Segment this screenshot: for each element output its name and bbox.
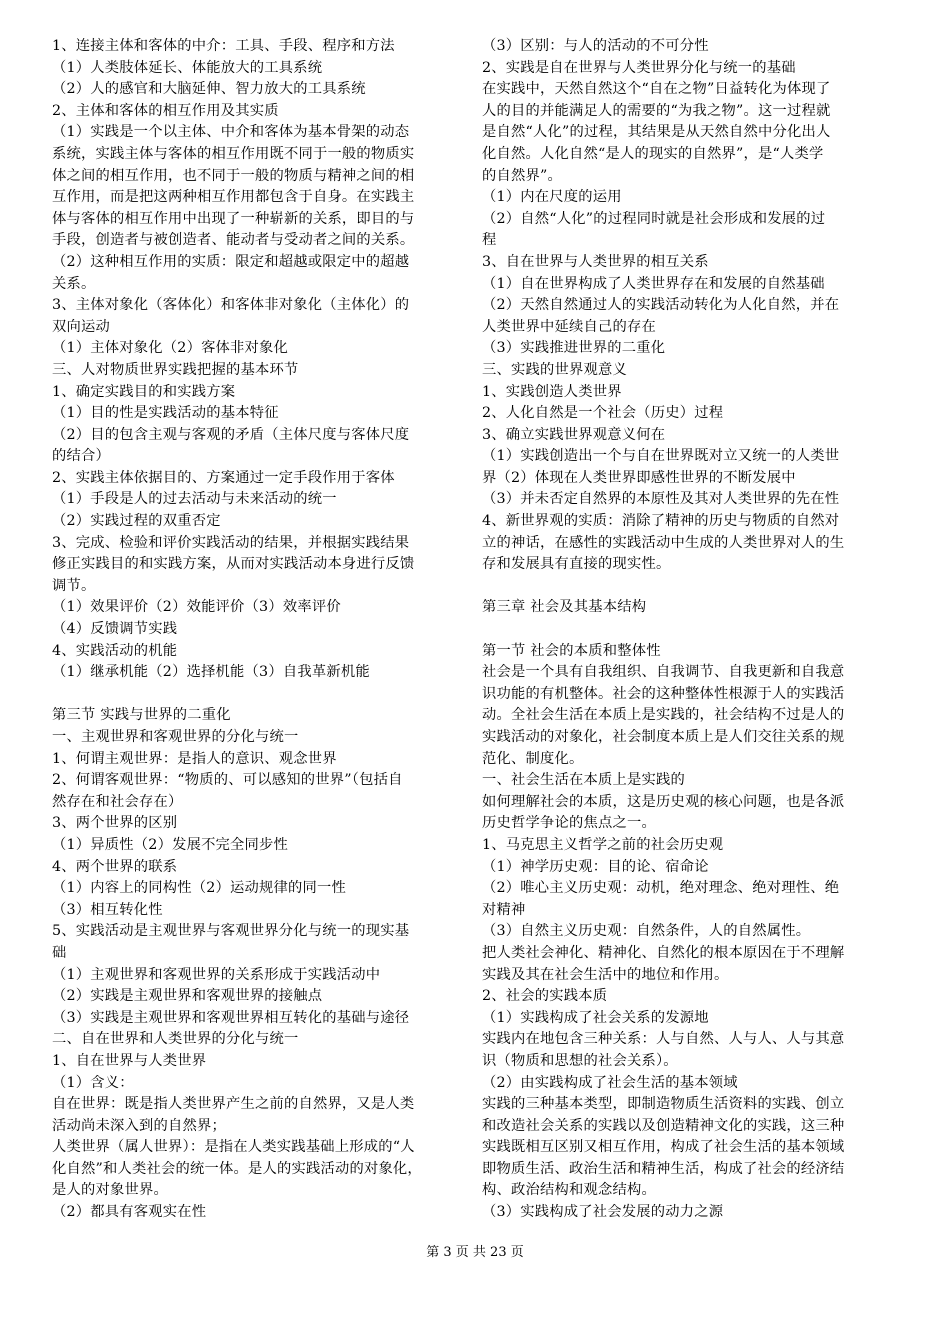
- text-line: 活动尚未深入到的自然界；: [52, 1117, 226, 1134]
- text-line: 体之间的相互作用，也不同于一般的物质与精神之间的相: [52, 167, 415, 184]
- text-line: 3、确立实践世界观意义何在: [482, 426, 666, 443]
- text-line: 识（物质和思想的社会关系）。: [482, 1052, 678, 1069]
- text-line: 2、人化自然是一个社会（历史）过程: [482, 405, 724, 422]
- text-line: 第三节 实践与世界的二重化: [52, 707, 231, 724]
- text-line: 立的神话，在感性的实践活动中生成的人类世界对人的生: [482, 534, 845, 551]
- text-line: （1）实践是一个以主体、中介和客体为基本骨架的动态: [52, 124, 410, 141]
- text-line: （1）继承机能（2）选择机能（3）自我革新机能: [52, 664, 370, 681]
- text-line: （2）人的感官和大脑延伸、智力放大的工具系统: [52, 81, 366, 98]
- text-line: 1、连接主体和客体的中介：工具、手段、程序和方法: [52, 38, 395, 54]
- text-line: 把人类社会神化、精神化、自然化的根本原因在于不理解: [482, 944, 845, 961]
- text-line: （1）内在尺度的运用: [482, 189, 622, 206]
- text-line: 社会是一个具有自我组织、自我调节、自我更新和自我意: [482, 664, 845, 681]
- text-line: 即物质生活、政治生活和精神生活，构成了社会的经济结: [482, 1160, 845, 1177]
- text-line: （1）主观世界和客观世界的关系形成于实践活动中: [52, 966, 381, 983]
- text-line: 1、马克思主义哲学之前的社会历史观: [482, 836, 724, 853]
- text-line: （2）由实践构成了社会生活的基本领域: [482, 1074, 738, 1091]
- text-line: 实践活动的对象化，社会制度本质上是人们交往关系的规: [482, 729, 845, 745]
- text-line: （1）含义：: [52, 1074, 134, 1091]
- text-line: （2）都具有客观实在性: [52, 1204, 207, 1221]
- text-line: （1）主体对象化（2）客体非对象化: [52, 340, 289, 357]
- text-line: 和改造社会关系的实践以及创造精神文化的实践，这三种: [482, 1117, 845, 1134]
- text-line: 三、实践的世界观意义: [482, 361, 627, 378]
- text-line: 然存在和社会存在）: [52, 793, 183, 810]
- blank-line: [482, 576, 898, 598]
- text-line: 历史哲学争论的焦点之一。: [482, 815, 656, 832]
- text-line: 一、主观世界和客观世界的分化与统一: [52, 729, 299, 745]
- text-line: （2）天然自然通过人的实践活动转化为人化自然，并在: [482, 297, 840, 314]
- text-line: 体与客体的相互作用中出现了一种崭新的关系，即目的与: [52, 210, 415, 227]
- text-line: 程: [482, 232, 497, 249]
- text-line: 互作用，而是把这两种相互作用都包含于自身。在实践主: [52, 189, 415, 206]
- text-line: 1、何谓主观世界：是指人的意识、观念世界: [52, 750, 337, 767]
- left-text-column: [52, 36, 470, 1224]
- text-line: （1）神学历史观：目的论、宿命论: [482, 858, 709, 875]
- text-line: 化自然”和人类社会的统一体。是人的实践活动的对象化，: [52, 1160, 422, 1177]
- text-line: 1、自在世界与人类世界: [52, 1052, 207, 1069]
- text-line: 础: [52, 944, 67, 961]
- text-line: 的自然界”。: [482, 167, 562, 184]
- text-line: 在实践中，天然自然这个“自在之物”日益转化为体现了: [482, 81, 831, 98]
- text-line: 化自然。人化自然“是人的现实的自然界”，是“人类学: [482, 145, 824, 162]
- text-line: （2）实践是主观世界和客观世界的接触点: [52, 988, 323, 1005]
- text-line: 实践的三种基本类型，即制造物质生活资料的实践、创立: [482, 1096, 845, 1113]
- text-line: 2、实践主体依据目的、方案通过一定手段作用于客体: [52, 469, 395, 486]
- text-line: 人类世界中延续自己的存在: [482, 318, 656, 335]
- text-line: 人类世界（属人世界）：是指在人类实践基础上形成的“人: [52, 1139, 415, 1156]
- text-line: （3）实践是主观世界和客观世界相互转化的基础与途径: [52, 1009, 410, 1026]
- text-line: 3、自在世界与人类世界的相互关系: [482, 253, 709, 270]
- text-line: 4、两个世界的联系: [52, 858, 178, 875]
- blank-line: [482, 619, 898, 641]
- text-line: 1、确定实践目的和实践方案: [52, 383, 236, 400]
- text-line: 第三章 社会及其基本结构: [482, 599, 647, 616]
- text-line: 4、新世界观的实质：消除了精神的历史与物质的自然对: [482, 513, 840, 530]
- right-text-column: [482, 36, 898, 1224]
- text-line: 1、实践创造人类世界: [482, 383, 622, 400]
- text-line: （1）异质性（2）发展不完全同步性: [52, 836, 289, 853]
- text-line: （1）自在世界构成了人类世界存在和发展的自然基础: [482, 275, 825, 292]
- text-line: 5、实践活动是主观世界与客观世界分化与统一的现实基: [52, 923, 410, 940]
- text-line: 实践既相互区别又相互作用，构成了社会生活的基本领域: [482, 1139, 845, 1156]
- text-line: 二、自在世界和人类世界的分化与统一: [52, 1031, 299, 1048]
- text-line: （3）实践构成了社会发展的动力之源: [482, 1204, 724, 1221]
- text-line: 3、两个世界的区别: [52, 815, 178, 832]
- text-line: （1）人类肢体延长、体能放大的工具系统: [52, 59, 323, 76]
- text-line: （3）区别：与人的活动的不可分性: [482, 38, 709, 54]
- text-line: 系统，实践主体与客体的相互作用既不同于一般的物质实: [52, 145, 415, 162]
- text-line: 界（2）体现在人类世界即感性世界的不断发展中: [482, 469, 796, 486]
- text-line: （1）内容上的同构性（2）运动规律的同一性: [52, 880, 347, 897]
- text-line: 调节。: [52, 577, 96, 594]
- text-line: （1）目的性是实践活动的基本特征: [52, 405, 279, 422]
- text-line: 动。全社会生活在本质上是实践的，社会结构不过是人的: [482, 707, 845, 724]
- text-line: 是人的对象世界。: [52, 1182, 168, 1199]
- text-line: 2、实践是自在世界与人类世界分化与统一的基础: [482, 59, 796, 76]
- text-line: （1）实践创造出一个与自在世界既对立又统一的人类世: [482, 448, 840, 465]
- text-line: （2）自然“人化”的过程同时就是社会形成和发展的过: [482, 210, 826, 227]
- text-line: 双向运动: [52, 318, 110, 335]
- text-line: 存和发展具有直接的现实性。: [482, 556, 671, 573]
- text-line: （3）并未否定自然界的本原性及其对人类世界的先在性: [482, 491, 840, 508]
- text-line: （1）手段是人的过去活动与未来活动的统一: [52, 491, 337, 508]
- text-line: 对精神: [482, 901, 526, 918]
- text-line: （2）目的包含主观与客观的矛盾（主体尺度与客体尺度: [52, 426, 410, 443]
- text-line: （1）效果评价（2）效能评价（3）效率评价: [52, 599, 341, 616]
- text-line: 的结合）: [52, 448, 110, 465]
- text-line: 是自然“人化”的过程，其结果是从天然自然中分化出人: [482, 124, 831, 141]
- text-line: （3）实践推进世界的二重化: [482, 340, 666, 357]
- text-line: （4）反馈调节实践: [52, 621, 178, 638]
- text-line: （1）实践构成了社会关系的发源地: [482, 1009, 709, 1026]
- blank-line: [52, 684, 470, 706]
- text-line: 识功能的有机整体。社会的这种整体性根源于人的实践活: [482, 685, 845, 702]
- text-line: 实践内在地包含三种关系：人与自然、人与人、人与其意: [482, 1031, 845, 1048]
- text-line: 一、社会生活在本质上是实践的: [482, 772, 685, 789]
- text-line: 三、人对物质世界实践把握的基本环节: [52, 361, 299, 378]
- text-line: 自在世界：既是指人类世界产生之前的自然界，又是人类: [52, 1096, 415, 1113]
- text-line: 2、主体和客体的相互作用及其实质: [52, 102, 279, 119]
- text-line: （2）唯心主义历史观：动机，绝对理念、绝对理性、绝: [482, 880, 840, 897]
- text-line: 如何理解社会的本质，这是历史观的核心问题，也是各派: [482, 793, 845, 810]
- text-line: 人的目的并能满足人的需要的“为我之物”。这一过程就: [482, 102, 831, 119]
- text-line: 手段，创造者与被创造者、能动者与受动者之间的关系。: [52, 232, 415, 249]
- text-line: 3、完成、检验和评价实践活动的结果，并根据实践结果: [52, 534, 410, 551]
- text-line: 4、实践活动的机能: [52, 642, 178, 659]
- text-line: 实践及其在社会生活中的地位和作用。: [482, 966, 729, 983]
- text-line: 2、社会的实践本质: [482, 988, 608, 1005]
- text-line: 2、何谓客观世界：“物质的、可以感知的世界”（包括自: [52, 772, 403, 789]
- text-line: （3）自然主义历史观：自然条件，人的自然属性。: [482, 923, 811, 940]
- text-line: 关系。: [52, 275, 96, 292]
- text-line: 修正实践目的和实践方案，从而对实践活动本身进行反馈: [52, 556, 415, 573]
- text-line: 3、主体对象化（客体化）和客体非对象化（主体化）的: [52, 297, 410, 314]
- text-line: （2）这种相互作用的实质：限定和超越或限定中的超越: [52, 253, 410, 270]
- text-line: （2）实践过程的双重否定: [52, 513, 221, 530]
- page-footer: 第 3 页 共 23 页: [426, 1245, 524, 1260]
- text-line: 第一节 社会的本质和整体性: [482, 642, 661, 659]
- text-line: （3）相互转化性: [52, 901, 163, 918]
- text-line: 范化、制度化。: [482, 750, 584, 767]
- text-line: 构、政治结构和观念结构。: [482, 1182, 656, 1199]
